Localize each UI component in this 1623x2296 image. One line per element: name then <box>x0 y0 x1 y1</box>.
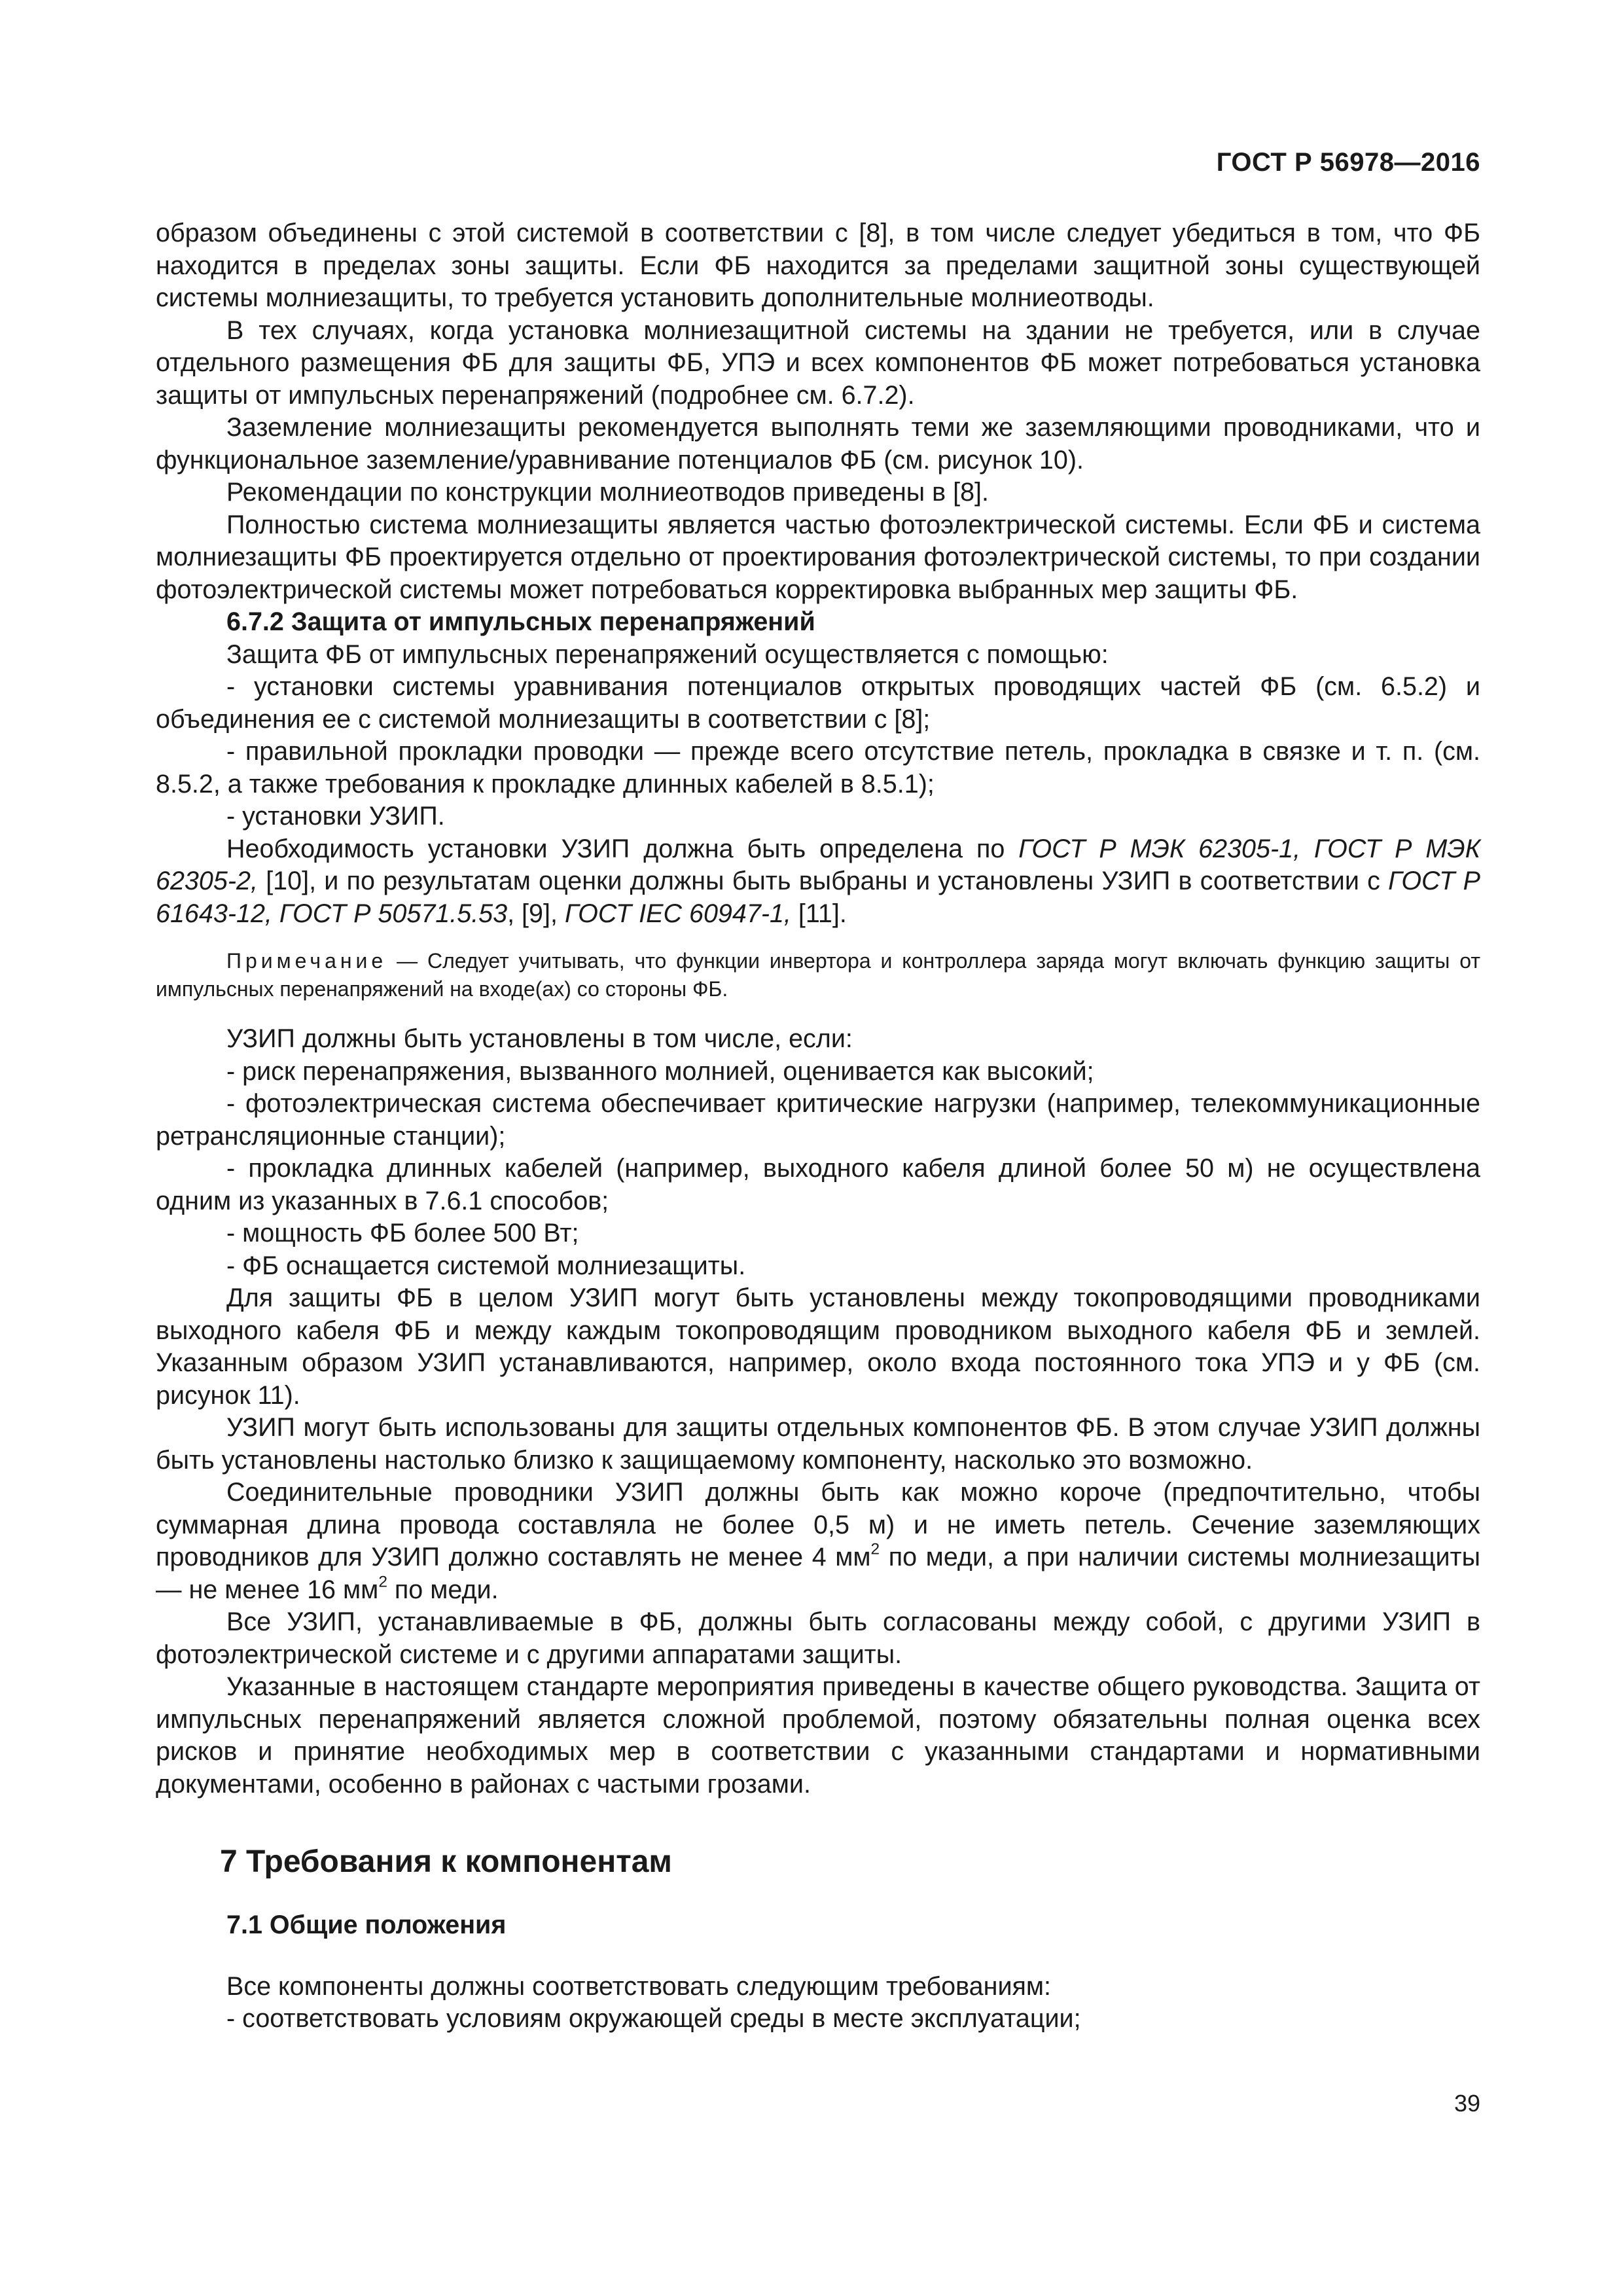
page-number: 39 <box>1454 2090 1480 2117</box>
paragraph: Для защиты ФБ в целом УЗИП могут быть установлены между токопроводящими проводниками выходного кабеля ФБ и между каждым токопроводящим проводником выходного кабеля ФБ и землей. Указанным образом УЗИП устанавливаются, например, около входа постоянного тока УПЭ и у ФБ (см. рисунок 11). <box>156 1283 1480 1410</box>
paragraph: Защита ФБ от импульсных перенапряжений осуществляется с помощью: <box>226 639 1109 669</box>
list-item: - правильной прокладки проводки — прежде всего отсутствие петель, прокладка в связке и т. п. (см. 8.5.2, а также требования к прокладке длинных кабелей в 8.5.1); <box>156 737 1480 798</box>
paragraph-standards-references: Необходимость установки УЗИП должна быть определена по ГОСТ Р МЭК 62305-1, ГОСТ Р МЭК 62305-2, [10], и по результатам оценки должны быть выбраны и установлены УЗИП в соответствии с ГОСТ Р 61643-12, ГОСТ Р 50571.5.53, [9], ГОСТ IEC 60947-1, [11]. <box>156 834 1480 928</box>
list-item: - соответствовать условиям окружающей среды в месте эксплуатации; <box>226 2004 1081 2033</box>
standard-reference: ГОСТ IEC 60947-1, <box>564 899 791 928</box>
document-code-header: ГОСТ Р 56978—2016 <box>1216 148 1480 177</box>
list-item: - мощность ФБ более 500 Вт; <box>226 1219 579 1247</box>
list-item: - прокладка длинных кабелей (например, выходного кабеля длиной более 50 м) не осуществлена одним из указанных в 7.6.1 способов; <box>156 1154 1480 1215</box>
page-body <box>156 217 1480 2036</box>
paragraph: Все компоненты должны соответствовать следующим требованиям: <box>226 1971 1052 2001</box>
paragraph-conductor-requirements: Соединительные проводники УЗИП должны быть как можно короче (предпочтительно, чтобы суммарная длина провода составляла не более 0,5 м) и не иметь петель. Сечение заземляющих проводников для УЗИП должно составлять не менее 4 $мм^2$ по меди, а при наличии системы молниезащиты — не менее 16 $мм^2$ по меди. <box>156 1478 1480 1604</box>
paragraph: В тех случаях, когда установка молниезащитной системы на здании не требуется, или в случае отдельного размещения ФБ для защиты ФБ, УПЭ и всех компонентов ФБ может потребоваться установка защиты от импульсных перенапряжений (подробнее см. 6.7.2). <box>156 315 1480 410</box>
standard-reference: ГОСТ Р МЭК 62305-1, ГОСТ Р МЭК 62305-2, <box>156 834 1480 895</box>
paragraph: Полностью система молниезащиты является частью фотоэлектрической системы. Если ФБ и система молниезащиты ФБ проектируется отдельно от проектирования фотоэлектрической системы, то при создании фотоэлектрической системы может потребоваться корректировка выбранных мер защиты ФБ. <box>156 510 1480 604</box>
section-heading-7: 7 Требования к компонентам <box>220 1844 672 1879</box>
list-item: - ФБ оснащается системой молниезащиты. <box>226 1251 746 1280</box>
standard-reference: ГОСТ Р 61643-12, ГОСТ Р 50571.5.53 <box>156 867 1480 928</box>
note-text: — Следует учитывать, что функции инвертора и контроллера заряда могут включать функцию защиты от импульсных перенапряжений на входе(ах) со стороны ФБ. <box>156 949 1480 1001</box>
paragraph: Указанные в настоящем стандарте мероприятия приведены в качестве общего руководства. Защита от импульсных перенапряжений является сложной проблемой, поэтому обязательны полная оценка всех рисков и принятие необходимых мер в соответствии с указанными стандартами и нормативными документами, особенно в районах с частыми грозами. <box>156 1672 1480 1799</box>
note-label: Примечание <box>226 949 387 973</box>
paragraph: Рекомендации по конструкции молниеотводов приведены в [8]. <box>226 478 989 507</box>
paragraph: УЗИП могут быть использованы для защиты отдельных компонентов ФБ. В этом случае УЗИП должны быть установлены настолько близко к защищаемому компоненту, насколько это возможно. <box>156 1413 1480 1475</box>
paragraph: Все УЗИП, устанавливаемые в ФБ, должны быть согласованы между собой, с другими УЗИП в фотоэлектрической системе и с другими аппаратами защиты. <box>156 1607 1480 1669</box>
list-item: - фотоэлектрическая система обеспечивает критические нагрузки (например, телекоммуникационные ретрансляционные станции); <box>156 1089 1480 1151</box>
note <box>156 947 1480 1003</box>
paragraph: Заземление молниезащиты рекомендуется выполнять теми же заземляющими проводниками, что и функциональное заземление/уравнивание потенциалов ФБ (см. рисунок 10). <box>156 413 1480 475</box>
subsection-heading-7-1: 7.1 Общие положения <box>226 1910 507 1939</box>
paragraph: УЗИП должны быть установлены в том числе, если: <box>226 1024 853 1053</box>
list-item: - риск перенапряжения, вызванного молнией, оценивается как высокий; <box>226 1056 1094 1086</box>
paragraph: образом объединены с этой системой в соответствии с [8], в том числе следует убедиться в том, что ФБ находится в пределах зоны защиты. Если ФБ находится за пределами защитной зоны существующей системы молниезащиты, то требуется установить дополнительные молниеотводы. <box>156 219 1480 312</box>
subsection-heading-6-7-2: 6.7.2 Защита от импульсных перенапряжений <box>226 607 815 636</box>
list-item: - установки УЗИП. <box>226 802 445 831</box>
list-item: - установки системы уравнивания потенциалов открытых проводящих частей ФБ (см. 6.5.2) и объединения ее с системой молниезащиты в соответствии с [8]; <box>156 672 1480 734</box>
